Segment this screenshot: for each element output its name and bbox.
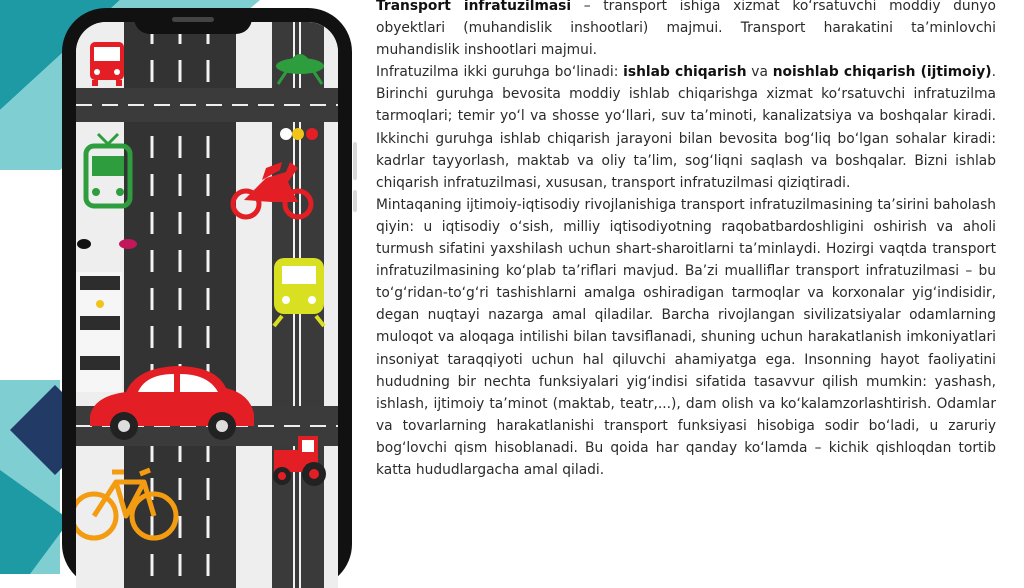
paragraph [376,0,996,61]
phone-side-button-2 [353,190,357,212]
transport-illustration [76,22,338,588]
bus-icon [90,42,124,86]
phone-notch [134,8,252,34]
paragraph [376,61,996,194]
text-span: . Birinchi guruhga bevosita moddiy ishlab chiqarishga xizmat ko‘rsatuvchi infratuzilma tarmoqlari; temir yo‘l va shosse yo‘llari, suv ta’minoti, kanalizatsiya va boshqalar kiradi. Ikkinchi guruhga ishlab chiqarish jarayoni bilan bevosita bog‘liq bo‘lgan sohalar kiradi: kadrlar tayyorlash, maktab va oliy ta’lim, sog‘liqni saqlash va boshqalar. Bizni ishlab chiqarish infratuzilmasi, xususan, transport infratuzilmasi qiziqtiradi. [376,64,996,191]
bold-term: ishlab chiqarish [623,64,747,81]
phone-mockup [62,8,352,588]
bold-term: noishlab chiqarish (ijtimoiy) [772,64,992,81]
text-span: Infratuzilma ikki guruhga bo‘linadi: [376,64,624,81]
paragraph [376,194,996,481]
text-span: Mintaqaning ijtimoiy-iqtisodiy rivojlanishiga transport infratuzilmasining ta’sirini baholash qiyin: u iqtisodiy o‘sish, milliy iqtisodiyotning raqobatbardoshligini oshirish va aholi turmush sifatini yaxshilash uchun shart-sharoitlarni ta’minlaydi. Hozirgi vaqtda transport infratuzilmasining ko‘plab ta’riflari mavjud. Ba’zi mualliflar transport infratuzilmasi – bu to‘g‘ridan-to‘g‘ri tashishlarni amalga oshiradigan tarmoqlar va korxonalar yig‘indisidir, degan nuqtayi nazarga amal qiladilar. Barcha rivojlangan sivilizatsiyalar odamlarning muloqot va aloqaga intilishi bilan tavsiflanadi, shuning uchun harakatlanish imkoniyatlari insoniyat taraqqiyoti uchun hal qiluvchi ahamiyatga ega. Insonning hayot faoliyatini hududning bir nechta funksiyalari yig‘indisi sifatida tasavvur qilish mumkin: yashash, ishlash, ijtimoiy ta’minot (maktab, teatr,...), dam olish va ko‘kalamzorlashtirish. Odamlar va tovarlarning harakatlanishi transport funksiyasi hisobiga sodir bo‘ladi, u zaruriy bog‘lovchi qism hisoblanadi. Bu qoida har qanday ko‘lamda – kichik qishloqdan tortib katta hududlargacha amal qiladi. [376,196,996,478]
text-span: va [746,64,773,81]
phone-side-button [353,142,357,180]
phone-screen [76,22,338,588]
body-text [376,0,996,481]
bold-term: Transport infratuzilmasi [376,0,572,14]
text-span: – transport ishiga xizmat ko‘rsatuvchi moddiy dunyo obyektlari (muhandislik inshootlari) majmui. Transport harakatini ta’minlovchi muhandislik inshootlari majmui. [376,0,996,59]
